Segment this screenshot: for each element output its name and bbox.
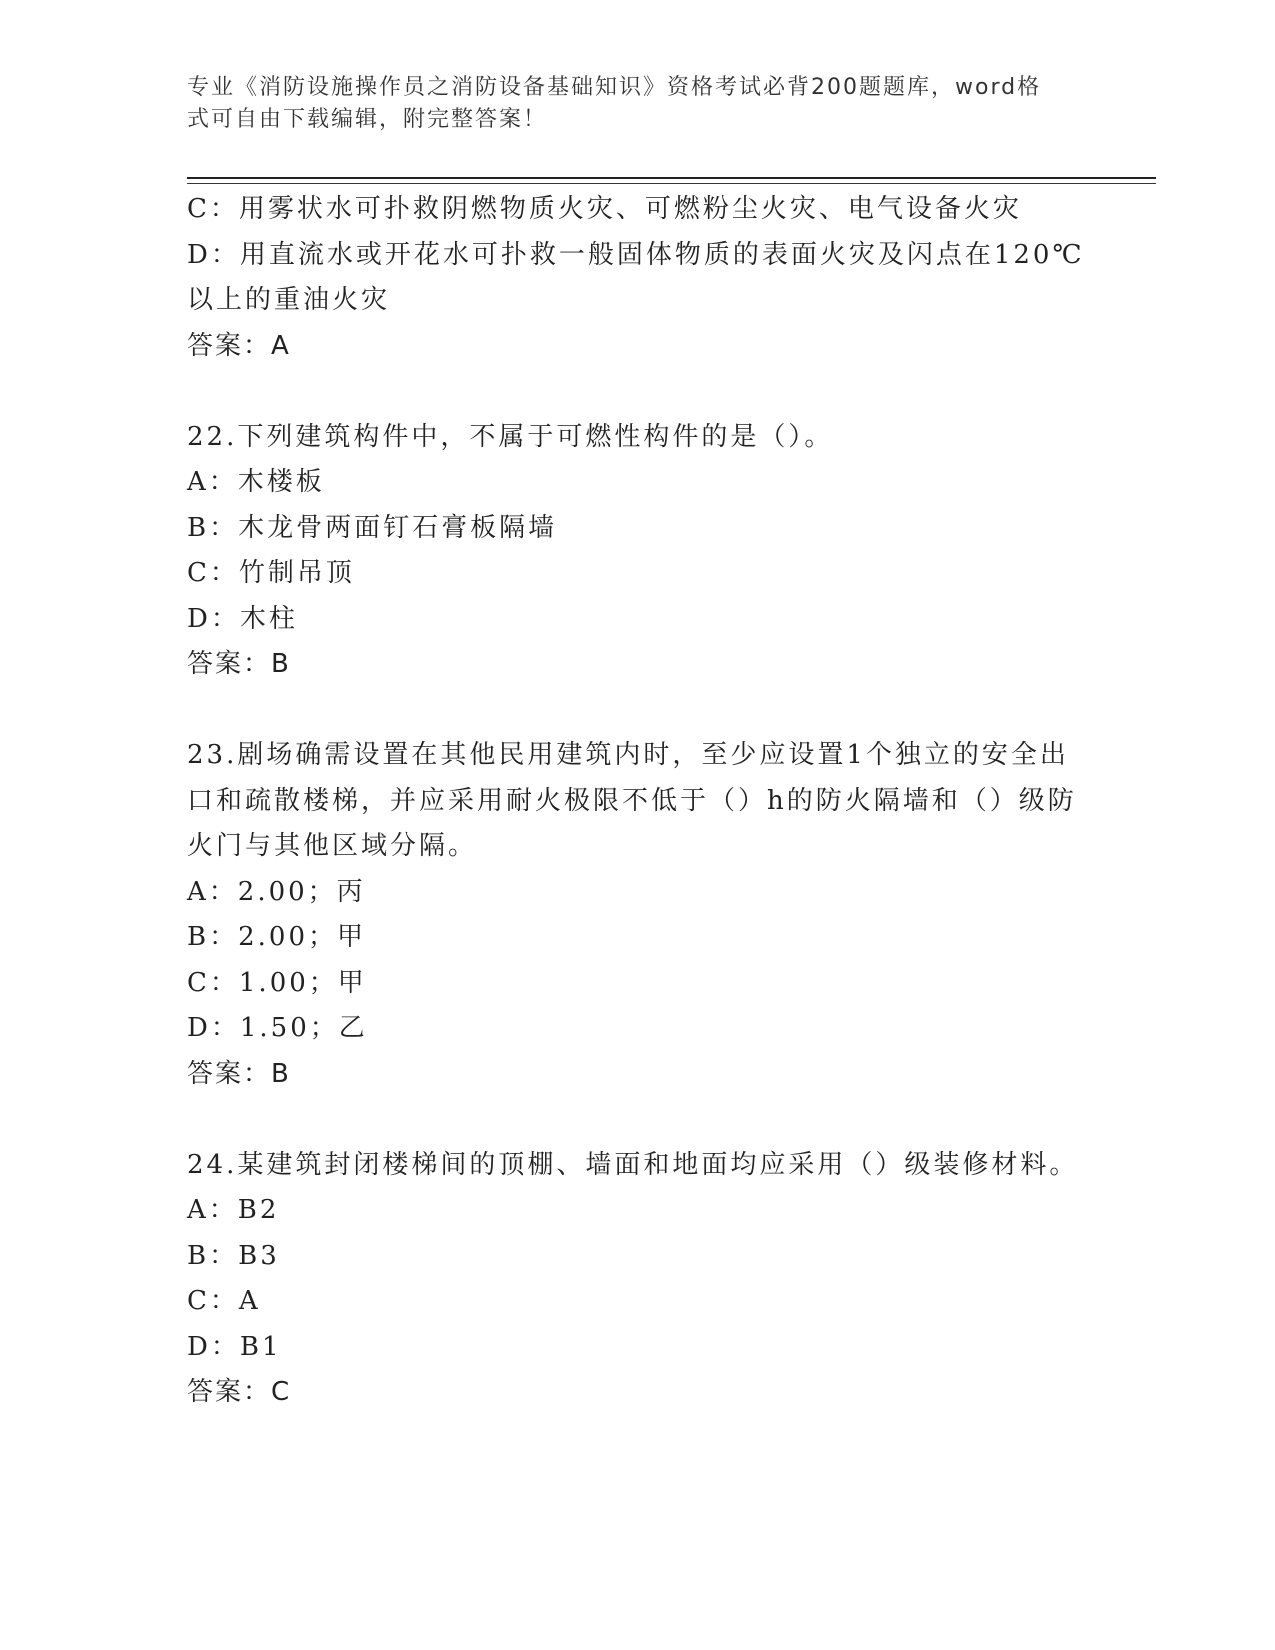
question-23 [187, 733, 1087, 1097]
option-c: C：用雾状水可扑救阴燃物质火灾、可燃粉尘火灾、电气设备火灾 [187, 194, 1022, 224]
question-stem: 24.某建筑封闭楼梯间的顶棚、墙面和地面均应采用（）级装修材料。 [187, 1149, 1079, 1180]
option-a: A：木楼板 [187, 467, 325, 497]
option-a: A：B2 [187, 1195, 280, 1225]
question-stem: 22.下列建筑构件中，不属于可燃性构件的是（）。 [187, 421, 834, 452]
document-header [187, 72, 1067, 136]
answer-line: 答案：B [187, 649, 291, 679]
option-d-continued: 以上的重油火灾 [187, 285, 391, 315]
spacer [187, 1097, 1087, 1143]
header-divider-thin [187, 183, 1156, 184]
spacer [187, 688, 1087, 734]
option-d: D：用直流水或开花水可扑救一般固体物质的表面火灾及闪点在120℃ [187, 239, 1085, 270]
answer-line: 答案：B [187, 1058, 291, 1089]
spacer [187, 369, 1087, 415]
option-c: C：1.00；甲 [187, 967, 367, 998]
option-b: B：木龙骨两面钉石膏板隔墙 [187, 512, 558, 543]
answer-line: 答案：C [187, 1377, 292, 1407]
option-c: C：A [187, 1286, 261, 1316]
option-d: D：B1 [187, 1331, 282, 1362]
question-24 [187, 1143, 1087, 1416]
option-b: B：2.00；甲 [187, 922, 366, 952]
option-b: B：B3 [187, 1240, 280, 1271]
question-stem-continued: 口和疏散楼梯，并应采用耐火极限不低于（）h的防火隔墙和（）级防 [187, 785, 1077, 816]
option-c: C：竹制吊顶 [187, 558, 355, 588]
header-divider-thick [187, 177, 1156, 179]
question-21-tail [187, 187, 1087, 369]
question-list [187, 187, 1087, 1416]
option-d: D：1.50；乙 [187, 1013, 368, 1043]
question-stem: 23.剧场确需设置在其他民用建筑内时，至少应设置1个独立的安全出 [187, 740, 1069, 770]
question-stem-continued: 火门与其他区域分隔。 [187, 831, 478, 861]
option-d: D：木柱 [187, 603, 298, 634]
option-a: A：2.00；丙 [187, 876, 366, 907]
answer-line: 答案：A [187, 330, 291, 361]
header-line-1: 专业《消防设施操作员之消防设备基础知识》资格考试必背200题题库，word格 [187, 75, 1042, 100]
header-line-2: 式可自由下载编辑，附完整答案！ [187, 107, 548, 132]
question-22 [187, 415, 1087, 688]
